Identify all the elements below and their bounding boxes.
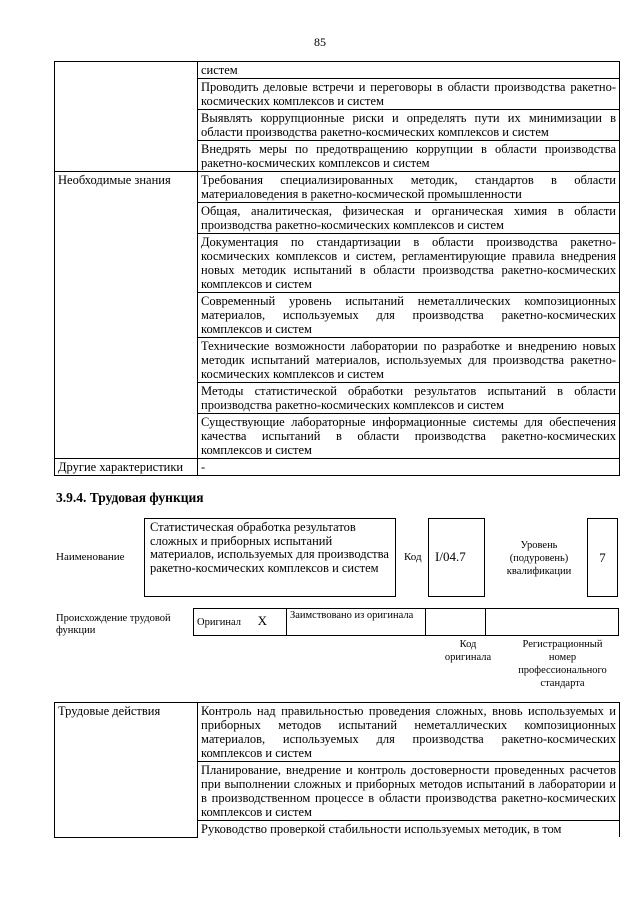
- function-name-box: [144, 518, 396, 597]
- section-title: 3.9.4. Трудовая функция: [56, 490, 204, 505]
- table-cell: Контроль над правильностью проведения сложных, вновь используемых и приборных методов испытаний неметаллических композиционных материалов, используемых для производства ракетно-космических комплексов и систем: [198, 703, 620, 762]
- table-cell: Планирование, внедрение и контроль достоверности проведенных расчетов при выполнении сложных и приборных методов испытаний в лаборатории и в производственном процессе в области производства ракетно-космических комплексов и систем: [198, 762, 620, 821]
- table-cell: Руководство проверкой стабильности используемых методик, в том: [198, 821, 620, 838]
- code-label: Код: [404, 551, 422, 563]
- table-cell: Документация по стандартизации в области производства ракетно-космических комплексов и систем, регламентирующие правила внедрения новых методик испытаний в области производства ракетно-космических комплексов и систем: [198, 234, 620, 293]
- table-cell: Выявлять коррупционные риски и определять пути их минимизации в области производства ракетно-космических комплексов и систем: [198, 110, 620, 141]
- table-row: [55, 459, 620, 476]
- table-cell: Методы статистической обработки результатов испытаний в области производства ракетно-космических комплексов и систем: [198, 383, 620, 414]
- actions-label: Трудовые действия: [55, 703, 198, 838]
- code-value: I/04.7: [435, 549, 466, 564]
- reg-number-caption: Регистрационный номер профессионального стандарта: [518, 639, 607, 689]
- function-name-value: Статистическая обработка результатов сложных и приборных испытаний материалов, используемых для производства ракетно-космических комплексов и систем: [150, 520, 389, 575]
- level-value: 7: [599, 550, 606, 565]
- skills-knowledge-table: [54, 61, 620, 476]
- table-row: [194, 609, 619, 636]
- empty-label-cell: [55, 62, 198, 172]
- table-cell: Технические возможности лаборатории по разработке и внедрению новых методик испытаний материалов, используемых для производства ракетно-космических комплексов и систем: [198, 338, 620, 383]
- level-box: [587, 518, 618, 597]
- reg-number-cell: [486, 609, 619, 636]
- original-mark: X: [257, 613, 268, 628]
- table-cell: систем: [198, 62, 620, 79]
- page-number: 85: [314, 35, 326, 49]
- origin-table: [193, 608, 619, 636]
- code-original-cell: [426, 609, 486, 636]
- code-original-caption: Код оригинала: [444, 639, 492, 663]
- table-cell: Требования специализированных методик, стандартов в области материаловедения в ракетно-космической промышленности: [198, 172, 620, 203]
- table-cell: Внедрять меры по предотвращению коррупции в области производства ракетно-космических комплексов и систем: [198, 141, 620, 172]
- table-row: [55, 62, 620, 79]
- original-label: Оригинал: [197, 617, 241, 628]
- other-characteristics-label: Другие характеристики: [55, 459, 198, 476]
- labor-actions-table: [54, 702, 620, 838]
- table-row: [55, 703, 620, 762]
- borrowed-label: Заимствовано из оригинала: [290, 610, 414, 621]
- table-cell: Современный уровень испытаний неметаллических композиционных материалов, используемых для производства ракетно-космических комплексов и систем: [198, 293, 620, 338]
- original-cell: [194, 609, 287, 636]
- table-cell: Общая, аналитическая, физическая и органическая химия в области производства ракетно-космических комплексов и систем: [198, 203, 620, 234]
- borrowed-cell: [287, 609, 426, 636]
- knowledge-label: Необходимые знания: [55, 172, 198, 459]
- table-row: [55, 172, 620, 203]
- name-label: Наименование: [56, 551, 125, 563]
- other-characteristics-value: -: [198, 459, 620, 476]
- table-cell: Проводить деловые встречи и переговоры в области производства ракетно-космических комплексов и систем: [198, 79, 620, 110]
- origin-label: Происхождение трудовой функции: [56, 613, 171, 636]
- level-label: Уровень (подуровень) квалификации: [506, 540, 572, 577]
- table-cell: Существующие лабораторные информационные системы для обеспечения качества испытаний в области производства ракетно-космических комплексов и систем: [198, 414, 620, 459]
- code-box: [428, 518, 485, 597]
